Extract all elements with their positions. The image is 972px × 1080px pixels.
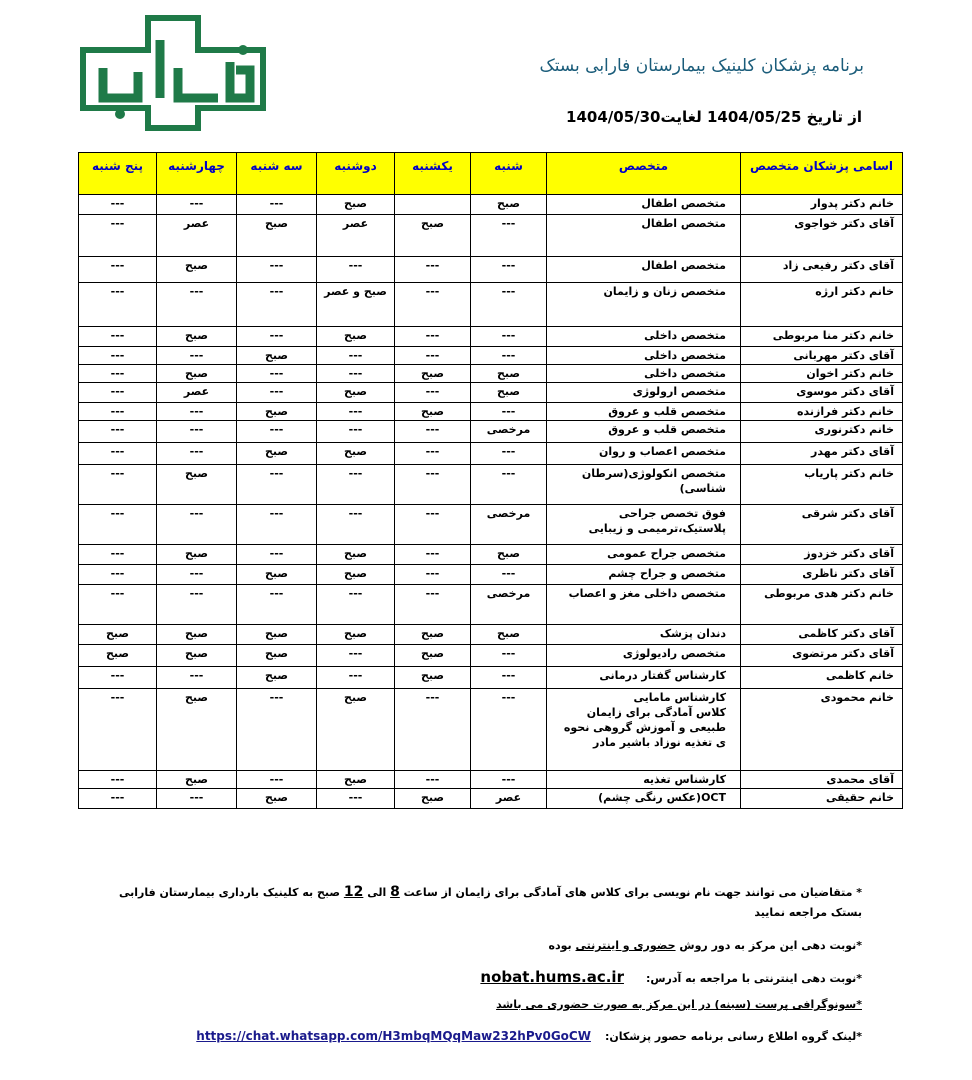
- shift-cell: ---: [317, 667, 395, 689]
- note-sonography: *سونوگرافی پرست (سینه) در این مرکز به صورت حضوری می باشد: [496, 998, 862, 1011]
- shift-cell: ---: [79, 689, 157, 771]
- table-row: [79, 667, 903, 689]
- table-row: [79, 257, 903, 283]
- shift-cell: ---: [79, 283, 157, 327]
- doctor-name-cell: آقای دکتر خواجوی: [741, 215, 903, 257]
- doctor-name-cell: آقای دکتر خزدوز: [741, 545, 903, 565]
- date-mid: لغایت: [660, 108, 702, 126]
- shift-cell: صبح: [317, 195, 395, 215]
- note-1-hour-from: 8: [390, 884, 400, 900]
- shift-cell: صبح: [157, 545, 237, 565]
- date-from: 1404/05/25: [706, 108, 802, 126]
- shift-cell: عصر: [157, 215, 237, 257]
- note-2-end: بوده: [548, 939, 572, 952]
- shift-cell: ---: [79, 789, 157, 809]
- shift-cell: ---: [317, 585, 395, 625]
- specialty-cell: فوق تخصص جراحی پلاستیک،ترمیمی و زیبایی: [547, 505, 741, 545]
- shift-cell: ---: [157, 667, 237, 689]
- doctor-name-cell: خانم دکترنوری: [741, 421, 903, 443]
- note-online-booking: [102, 968, 862, 986]
- notes: [102, 882, 862, 1043]
- shift-cell: ---: [395, 383, 471, 403]
- doctor-name-cell: خانم دکتر پاریاب: [741, 465, 903, 505]
- shift-cell: صبح: [79, 645, 157, 667]
- column-header: سه شنبه: [237, 153, 317, 195]
- specialty-cell: متخصص و جراح چشم: [547, 565, 741, 585]
- doctor-name-cell: خانم کاظمی: [741, 667, 903, 689]
- shift-cell: ---: [471, 465, 547, 505]
- table-row: [79, 585, 903, 625]
- shift-cell: ---: [79, 505, 157, 545]
- specialty-cell: متخصص قلب و عروق: [547, 421, 741, 443]
- doctor-name-cell: خانم دکتر ارژه: [741, 283, 903, 327]
- shift-cell: ---: [471, 667, 547, 689]
- shift-cell: ---: [79, 347, 157, 365]
- note-5-text: *لینک گروه اطلاع رسانی برنامه حصور پزشکان:: [604, 1030, 862, 1043]
- shift-cell: صبح: [237, 443, 317, 465]
- note-1-mid: الی: [367, 886, 387, 899]
- shift-cell: ---: [395, 283, 471, 327]
- shift-cell: صبح: [395, 403, 471, 421]
- shift-cell: صبح: [157, 327, 237, 347]
- shift-cell: صبح: [317, 327, 395, 347]
- table-row: [79, 283, 903, 327]
- shift-cell: ---: [157, 283, 237, 327]
- shift-cell: ---: [157, 585, 237, 625]
- table-row: [79, 465, 903, 505]
- note-booking-method: [102, 939, 862, 952]
- note-1-rest: صبح به کلینیک بارداری بیمارستان فارابی بستک مراجعه نمایید: [118, 886, 862, 919]
- table-row: [79, 403, 903, 421]
- specialty-cell: متخصص زنان و زایمان: [547, 283, 741, 327]
- specialty-cell: متخصص اعصاب و روان: [547, 443, 741, 465]
- specialty-cell: متخصص اطفال: [547, 215, 741, 257]
- doctor-name-cell: خانم دکتر اخوان: [741, 365, 903, 383]
- shift-cell: ---: [79, 195, 157, 215]
- doctor-name-cell: خانم دکتر فرازنده: [741, 403, 903, 421]
- shift-cell: ---: [317, 365, 395, 383]
- shift-cell: ---: [471, 257, 547, 283]
- note-whatsapp: [102, 1029, 862, 1043]
- doctor-name-cell: آقای دکتر شرقی: [741, 505, 903, 545]
- table-row: [79, 421, 903, 443]
- doctor-name-cell: آقای دکتر رفیعی زاد: [741, 257, 903, 283]
- specialty-cell: متخصص جراح عمومی: [547, 545, 741, 565]
- table-row: [79, 545, 903, 565]
- shift-cell: صبح: [395, 215, 471, 257]
- whatsapp-group-link[interactable]: https://chat.whatsapp.com/H3mbqMQqMaw232hPv0GoCW: [196, 1029, 591, 1043]
- specialty-cell: دندان پزشک: [547, 625, 741, 645]
- shift-cell: عصر: [317, 215, 395, 257]
- table-row: [79, 347, 903, 365]
- table-row: [79, 625, 903, 645]
- shift-cell: عصر: [157, 383, 237, 403]
- shift-cell: ---: [317, 347, 395, 365]
- specialty-cell: کارشناس مامایی کلاس آمادگی برای زایمان طبیعی و آموزش گروهی نحوه ی تغذیه نوزاد باشیر مادر: [547, 689, 741, 771]
- shift-cell: ---: [79, 771, 157, 789]
- shift-cell: ---: [317, 257, 395, 283]
- table-row: [79, 505, 903, 545]
- shift-cell: صبح: [79, 625, 157, 645]
- shift-cell: صبح: [395, 645, 471, 667]
- table-row: [79, 443, 903, 465]
- date-prefix: از تاریخ: [806, 108, 862, 126]
- shift-cell: مرخصی: [471, 421, 547, 443]
- schedule-table: [78, 152, 903, 809]
- shift-cell: صبح: [471, 383, 547, 403]
- shift-cell: ---: [237, 195, 317, 215]
- specialty-cell: کارشناس تغذیه: [547, 771, 741, 789]
- shift-cell: ---: [395, 771, 471, 789]
- specialty-cell: متخصص داخلی مغز و اعصاب: [547, 585, 741, 625]
- shift-cell: صبح: [471, 625, 547, 645]
- specialty-cell: متخصص انکولوژی(سرطان شناسی): [547, 465, 741, 505]
- shift-cell: ---: [157, 565, 237, 585]
- shift-cell: ---: [157, 347, 237, 365]
- note-1-text: * متقاضیان می توانند جهت نام نویسی برای کلاس های آمادگی برای زایمان از ساعت: [403, 886, 862, 899]
- shift-cell: صبح: [317, 625, 395, 645]
- shift-cell: ---: [79, 585, 157, 625]
- column-header: دوشنبه: [317, 153, 395, 195]
- shift-cell: صبح: [317, 565, 395, 585]
- shift-cell: ---: [79, 443, 157, 465]
- farabi-logo: [78, 10, 268, 140]
- shift-cell: صبح: [237, 565, 317, 585]
- shift-cell: ---: [395, 327, 471, 347]
- shift-cell: ---: [471, 403, 547, 421]
- shift-cell: صبح: [237, 645, 317, 667]
- shift-cell: صبح: [157, 771, 237, 789]
- shift-cell: صبح: [395, 365, 471, 383]
- shift-cell: صبح: [157, 465, 237, 505]
- shift-cell: ---: [79, 403, 157, 421]
- shift-cell: ---: [471, 689, 547, 771]
- shift-cell: ---: [79, 545, 157, 565]
- shift-cell: ---: [79, 465, 157, 505]
- shift-cell: ---: [395, 689, 471, 771]
- shift-cell: ---: [79, 257, 157, 283]
- shift-cell: صبح: [317, 689, 395, 771]
- shift-cell: صبح: [471, 365, 547, 383]
- table-row: [79, 195, 903, 215]
- specialty-cell: متخصص اطفال: [547, 195, 741, 215]
- shift-cell: ---: [317, 789, 395, 809]
- doctor-name-cell: خانم محمودی: [741, 689, 903, 771]
- specialty-cell: متخصص داخلی: [547, 365, 741, 383]
- column-header: پنج شنبه: [79, 153, 157, 195]
- table-row: [79, 789, 903, 809]
- shift-cell: ---: [79, 215, 157, 257]
- shift-cell: ---: [157, 195, 237, 215]
- shift-cell: ---: [79, 565, 157, 585]
- shift-cell: صبح: [237, 215, 317, 257]
- table-row: [79, 771, 903, 789]
- doctor-name-cell: آقای دکتر مهدر: [741, 443, 903, 465]
- shift-cell: صبح: [395, 667, 471, 689]
- shift-cell: ---: [471, 771, 547, 789]
- shift-cell: ---: [79, 421, 157, 443]
- shift-cell: صبح: [237, 789, 317, 809]
- table-row: [79, 327, 903, 347]
- column-header: یکشنبه: [395, 153, 471, 195]
- column-header: شنبه: [471, 153, 547, 195]
- note-class-registration: [102, 882, 862, 923]
- shift-cell: ---: [237, 771, 317, 789]
- shift-cell: ---: [471, 283, 547, 327]
- shift-cell: ---: [317, 505, 395, 545]
- shift-cell: ---: [79, 667, 157, 689]
- shift-cell: مرخصی: [471, 505, 547, 545]
- note-2-text: *نوبت دهی این مرکز به دور روش: [679, 939, 862, 952]
- specialty-cell: متخصص رادیولوژی: [547, 645, 741, 667]
- shift-cell: صبح: [395, 789, 471, 809]
- doctor-name-cell: آقای محمدی: [741, 771, 903, 789]
- shift-cell: ---: [237, 327, 317, 347]
- shift-cell: صبح: [157, 365, 237, 383]
- shift-cell: ---: [471, 215, 547, 257]
- shift-cell: صبح: [471, 545, 547, 565]
- note-3-text: *نوبت دهی اینترنتی با مراجعه به آدرس:: [645, 972, 862, 985]
- note-1-hour-to: 12: [343, 884, 364, 900]
- shift-cell: ---: [317, 403, 395, 421]
- shift-cell: صبح: [157, 689, 237, 771]
- shift-cell: ---: [395, 545, 471, 565]
- shift-cell: ---: [79, 327, 157, 347]
- shift-cell: ---: [79, 383, 157, 403]
- specialty-cell: کارشناس گفتار درمانی: [547, 667, 741, 689]
- date-range: [566, 108, 862, 126]
- doctor-name-cell: خانم دکتر منا مربوطی: [741, 327, 903, 347]
- shift-cell: صبح: [395, 625, 471, 645]
- shift-cell: ---: [157, 505, 237, 545]
- column-header: اسامی پزشکان متخصص: [741, 153, 903, 195]
- shift-cell: ---: [237, 689, 317, 771]
- shift-cell: صبح: [157, 625, 237, 645]
- shift-cell: صبح: [157, 645, 237, 667]
- shift-cell: مرخصی: [471, 585, 547, 625]
- table-row: [79, 689, 903, 771]
- shift-cell: ---: [157, 443, 237, 465]
- shift-cell: ---: [395, 347, 471, 365]
- specialty-cell: متخصص اطفال: [547, 257, 741, 283]
- doctor-name-cell: آقای دکتر ناظری: [741, 565, 903, 585]
- shift-cell: ---: [317, 645, 395, 667]
- shift-cell: صبح: [317, 545, 395, 565]
- shift-cell: ---: [237, 383, 317, 403]
- shift-cell: ---: [157, 421, 237, 443]
- shift-cell: ---: [395, 565, 471, 585]
- doctor-name-cell: خانم حقیقی: [741, 789, 903, 809]
- shift-cell: ---: [79, 365, 157, 383]
- doctor-name-cell: خانم دکتر هدی مربوطی: [741, 585, 903, 625]
- booking-url-link[interactable]: nobat.hums.ac.ir: [480, 968, 624, 986]
- shift-cell: صبح: [237, 403, 317, 421]
- shift-cell: ---: [237, 585, 317, 625]
- table-row: [79, 365, 903, 383]
- shift-cell: ---: [237, 365, 317, 383]
- header-row: [79, 153, 903, 195]
- doctor-name-cell: آقای دکتر کاظمی: [741, 625, 903, 645]
- page-title: برنامه پزشکان کلینیک بیمارستان فارابی بستک: [539, 56, 864, 76]
- doctor-name-cell: آقای دکتر موسوی: [741, 383, 903, 403]
- shift-cell: صبح: [157, 257, 237, 283]
- shift-cell: ---: [317, 421, 395, 443]
- note-2-emphasis: حضوری و اینترنتی: [575, 939, 676, 952]
- shift-cell: ---: [317, 465, 395, 505]
- specialty-cell: متخصص داخلی: [547, 347, 741, 365]
- table-row: [79, 215, 903, 257]
- specialty-cell: OCT(عکس رنگی چشم): [547, 789, 741, 809]
- specialty-cell: متخصص قلب و عروق: [547, 403, 741, 421]
- date-to: 1404/05/30: [566, 108, 661, 126]
- shift-cell: ---: [471, 645, 547, 667]
- column-header: متخصص: [547, 153, 741, 195]
- shift-cell: ---: [237, 545, 317, 565]
- shift-cell: صبح: [237, 667, 317, 689]
- shift-cell: ---: [395, 421, 471, 443]
- shift-cell: ---: [471, 327, 547, 347]
- specialty-cell: متخصص ارولوژی: [547, 383, 741, 403]
- shift-cell: ---: [395, 505, 471, 545]
- shift-cell: ---: [395, 257, 471, 283]
- specialty-cell: متخصص داخلی: [547, 327, 741, 347]
- shift-cell: ---: [471, 443, 547, 465]
- doctor-name-cell: خانم دکتر پدوار: [741, 195, 903, 215]
- shift-cell: ---: [471, 565, 547, 585]
- shift-cell: ---: [157, 789, 237, 809]
- shift-cell: صبح: [237, 347, 317, 365]
- shift-cell: ---: [237, 257, 317, 283]
- shift-cell: ---: [237, 505, 317, 545]
- shift-cell: ---: [157, 403, 237, 421]
- table-row: [79, 645, 903, 667]
- shift-cell: صبح: [471, 195, 547, 215]
- shift-cell: ---: [395, 585, 471, 625]
- shift-cell: صبح: [317, 383, 395, 403]
- shift-cell: صبح: [317, 443, 395, 465]
- shift-cell: ---: [471, 347, 547, 365]
- shift-cell: ---: [237, 465, 317, 505]
- shift-cell: ---: [237, 283, 317, 327]
- shift-cell: ---: [237, 421, 317, 443]
- shift-cell: صبح: [317, 771, 395, 789]
- shift-cell: صبح و عصر: [317, 283, 395, 327]
- table-row: [79, 565, 903, 585]
- shift-cell: صبح: [237, 625, 317, 645]
- shift-cell: ---: [395, 443, 471, 465]
- shift-cell: [395, 195, 471, 215]
- doctor-name-cell: آقای دکتر مهربانی: [741, 347, 903, 365]
- shift-cell: عصر: [471, 789, 547, 809]
- column-header: چهارشنبه: [157, 153, 237, 195]
- table-row: [79, 383, 903, 403]
- doctor-name-cell: آقای دکتر مرتضوی: [741, 645, 903, 667]
- shift-cell: ---: [395, 465, 471, 505]
